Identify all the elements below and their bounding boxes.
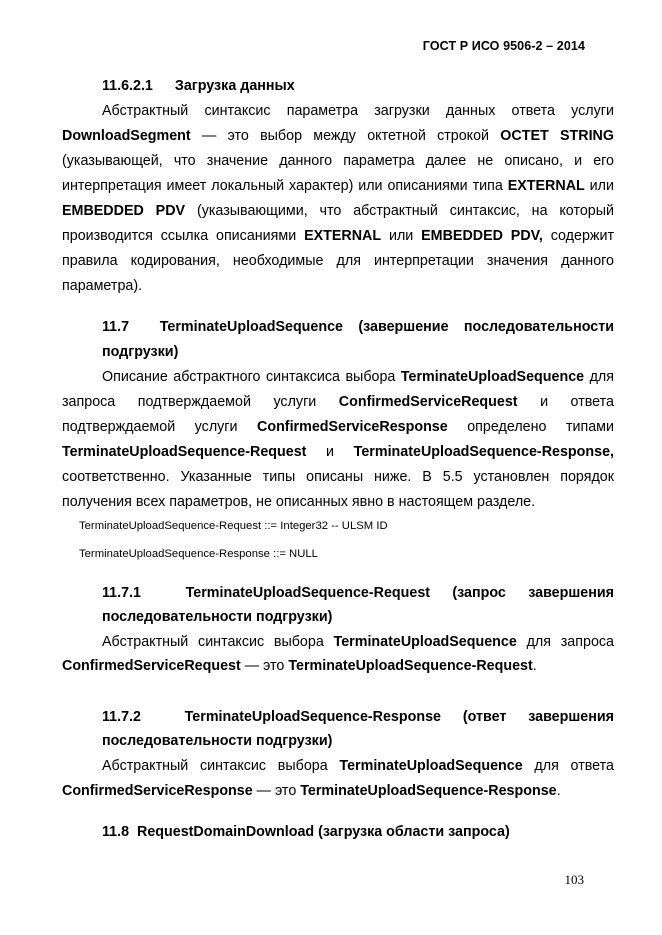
section-heading-continuation: подгрузки) <box>102 344 179 360</box>
paragraph-line: интерпретация имеет локальный характер) или описаниями типа EXTERNAL или <box>62 178 614 194</box>
section-heading-11-6-2-1 <box>102 77 614 95</box>
section-heading-11-7-1: 11.7.1 TerminateUploadSequence-Request (запрос завершения <box>102 585 614 601</box>
section-heading-11-7: 11.7 TerminateUploadSequence (завершение последовательности <box>102 319 614 335</box>
paragraph-line: Описание абстрактного синтаксиса выбора TerminateUploadSequence для <box>102 369 615 385</box>
code-line: TerminateUploadSequence-Request ::= Integer32 -- ULSM ID <box>79 520 388 532</box>
paragraph-line: (указывающей, что значение данного параметра далее не описано, и его <box>62 153 614 169</box>
section-heading-11-8: 11.8 RequestDomainDownload (загрузка области запроса) <box>102 824 510 840</box>
paragraph-line: ConfirmedServiceRequest — это TerminateUploadSequence-Request. <box>62 658 537 674</box>
paragraph-line: Абстрактный синтаксис выбора TerminateUploadSequence для ответа <box>102 758 614 774</box>
paragraph-line: DownloadSegment — это выбор между октетной строкой OCTET STRING <box>62 128 614 144</box>
paragraph-line: получения всех параметров, не описанных явно в настоящем разделе. <box>62 494 536 510</box>
section-heading-11-7-2: 11.7.2 TerminateUploadSequence-Response (ответ завершения <box>102 709 614 725</box>
paragraph-line: параметра). <box>62 278 143 294</box>
section-heading-continuation: последовательности подгрузки) <box>102 733 333 749</box>
page-number: 103 <box>564 872 584 887</box>
paragraph-line: Абстрактный синтаксис параметра загрузки данных ответа услуги <box>102 103 614 119</box>
paragraph-line: ConfirmedServiceResponse — это TerminateUploadSequence-Response. <box>62 783 561 799</box>
paragraph-line: EMBEDDED PDV (указывающими, что абстрактный синтаксис, на который <box>62 203 614 219</box>
paragraph-line: подтверждаемой услуги ConfirmedServiceResponse определено типами <box>62 419 614 435</box>
paragraph-line: TerminateUploadSequence-Request и TerminateUploadSequence-Response, <box>62 444 614 460</box>
heading-number: 11.6.2.1 <box>102 78 153 94</box>
paragraph-line: соответственно. Указанные типы описаны ниже. В 5.5 установлен порядок <box>62 469 614 485</box>
document-header: ГОСТ Р ИСО 9506-2 – 2014 <box>422 39 585 53</box>
paragraph-line: запроса подтверждаемой услуги ConfirmedServiceRequest и ответа <box>62 394 614 410</box>
section-heading-continuation: последовательности подгрузки) <box>102 609 333 625</box>
paragraph-line: производится ссылка описаниями EXTERNAL или EMBEDDED PDV, содержит <box>62 228 614 244</box>
paragraph-line: правила кодирования, необходимые для интерпретации значения данного <box>62 253 614 269</box>
heading-title: Загрузка данных <box>174 78 295 94</box>
code-line: TerminateUploadSequence-Response ::= NULL <box>79 548 318 560</box>
paragraph-line: Абстрактный синтаксис выбора TerminateUploadSequence для запроса <box>102 634 615 650</box>
